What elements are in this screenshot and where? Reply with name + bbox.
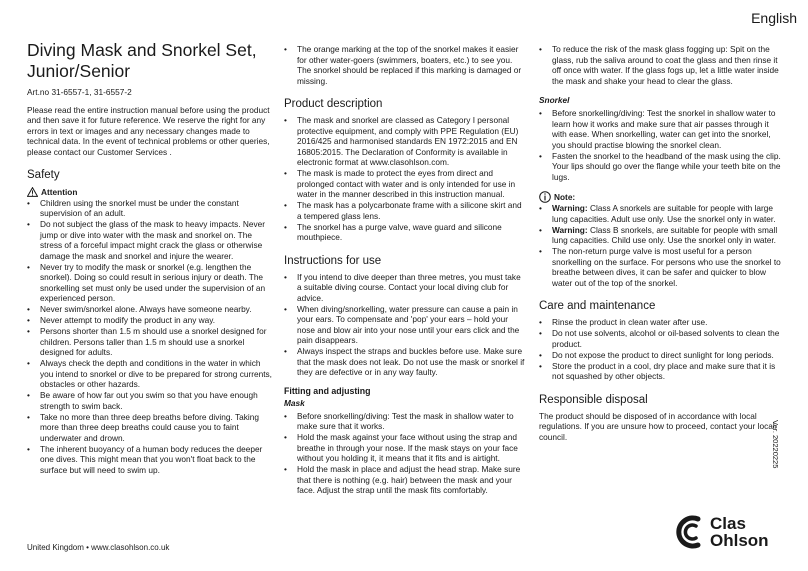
list-item: • Store the product in a cool, dry place and make sure that it is not squashed by other objects. [539, 361, 784, 382]
list-item: • Do not use solvents, alcohol or oil-based solvents to clean the product. [539, 328, 784, 349]
list-item: • Always inspect the straps and buckles before use. Make sure that the mask does not leak. Do not use the mask or snorkel if they are defective or in any way faulty. [284, 346, 527, 378]
care-list [539, 317, 784, 382]
instructions-list [284, 272, 527, 378]
list-item: • The snorkel has a purge valve, wave guard and silicone mouthpiece. [284, 222, 527, 243]
list-item: • The mask has a polycarbonate frame with a silicone skirt and a tempered glass lens. [284, 200, 527, 221]
instructions-heading: Instructions for use [284, 254, 382, 267]
list-item: • If you intend to dive deeper than three metres, you must take a suitable diving course. Contact your local diving club for advice. [284, 272, 527, 304]
safety-list [27, 198, 272, 476]
snorkel-list [539, 108, 784, 182]
list-item: • Fasten the snorkel to the headband of the mask using the clip. Your lips should go over the flange while your teeth bite on the lugs. [539, 151, 784, 183]
clas-ohlson-logo-icon [674, 513, 704, 551]
warning-triangle-icon [27, 187, 38, 197]
list-item: • Be aware of how far out you swim so that you have enough strength to swim back. [27, 390, 272, 411]
column-1 [27, 40, 272, 476]
warning-b-label: Warning: [552, 224, 588, 235]
column-2 [284, 44, 527, 496]
list-item: • Persons shorter than 1.5 m should use a snorkel designed for children. Persons taller than 1.5 m should use a snorkel designed for adults. [27, 326, 272, 358]
list-item: • Hold the mask against your face without using the strap and breathe in through your nose. If the mask stays on your face without you holding it, it means that it fits and is airtight. [284, 432, 527, 464]
mask-list-continued [539, 44, 784, 86]
list-item: • Before snorkelling/diving: Test the mask in shallow water to make sure that it works. [284, 411, 527, 432]
safety-heading: Safety [27, 169, 60, 181]
clas-ohlson-logo [674, 508, 784, 556]
list-item: • Never attempt to modify the product in any way. [27, 315, 272, 326]
list-item: • The mask is made to protect the eyes from direct and prolonged contact with water and is only intended for use in water in the manner described in this instruction manual. [284, 168, 527, 200]
article-number: Art.no 31-6557-1, 31-6557-2 [27, 87, 132, 97]
version-label: Ver. 20220225 [771, 420, 780, 469]
footer-text: United Kingdom • www.clasohlson.co.uk [27, 542, 170, 552]
list-item: • Hold the mask in place and adjust the head strap. Make sure that there is nothing (e.g. hair) between the mask and your face. Adjust the strap until the mask fits comfortably. [284, 464, 527, 496]
note-label: Note: [554, 191, 576, 202]
safety-list-continued [284, 44, 527, 86]
list-item: • The mask and snorkel are classed as Category I personal protective equipment, and comply with PPE Regulation (EU) 2016/425 and harmonised standards EN 1972:2015 and EN 16805:2015. The Declaration of Conformity is available in electronic format at www.clasohlson.com. [284, 115, 527, 168]
document-title [27, 40, 272, 82]
title-line-1: Diving Mask and Snorkel Set, [27, 40, 257, 60]
list-item: • Always check the depth and conditions in the water in which you intend to snorkel or dive to be prepared for strong currents, obstacles or other hazards. [27, 358, 272, 390]
warning-b-text: Class B snorkels, are suitable for people with small lung capacities. Child use only. Use the snorkel only in water. [552, 224, 778, 245]
warning-a-label: Warning: [552, 203, 588, 213]
attention-heading [27, 187, 272, 198]
logo-line-1: Clas [710, 514, 746, 533]
list-item: • The inherent buoyancy of a human body reduces the deeper one dives. This might mean that you won't float back to the surface but will need to swim up. [27, 444, 272, 476]
list-item: • Never swim/snorkel alone. Always have someone nearby. [27, 304, 272, 315]
list-item: • The orange marking at the top of the snorkel makes it easier for other water-goers (swimmers, boaters, etc.) to see you. The snorkel should be replaced if this marking is damaged or missing. [284, 44, 527, 86]
list-item: • Children using the snorkel must be under the constant supervision of an adult. [27, 198, 272, 219]
intro-text: Please read the entire instruction manual before using the product and then save it for future reference. We reserve the right for any errors in text or images and any necessary changes made to technical data. In the event of technical problems or other queries, please contact our Customer Services . [27, 104, 270, 157]
product-description-list [284, 115, 527, 243]
list-item: • The non-return purge valve is most useful for a person snorkelling on the surface. For persons who use the snorkel to breathe between dives, it can be safer and quicker to blow water out of the top of the snorkel. [539, 246, 784, 288]
note-list [539, 203, 784, 288]
warning-a-text: Class A snorkels are suitable for people with large lung capacities. Adult use only. Use the snorkel only in water. [552, 203, 776, 224]
language-label: English [751, 10, 797, 26]
list-item: • Do not subject the glass of the mask to heavy impacts. Never jump or dive into water with the mask and snorkel on. The stress of a forceful impact might crack the glass or otherwise damage the mask and snorkel and injure the wearer. [27, 219, 272, 261]
list-item: • Rinse the product in clean water after use. [539, 317, 784, 328]
mask-subheading: Mask [284, 397, 305, 408]
list-item [539, 203, 784, 224]
fitting-heading: Fitting and adjusting [284, 385, 371, 396]
list-item: • To reduce the risk of the mask glass fogging up: Spit on the glass, rub the saliva around to coat the glass and then rinse it off once with water. If the glass fogs up, let a little water inside the mask and shake your head to clear the glass. [539, 44, 784, 86]
info-icon [539, 191, 551, 203]
logo-line-2: Ohlson [710, 531, 769, 550]
disposal-text: The product should be disposed of in accordance with local regulations. If you are unsure how to proceed, contact your local council. [539, 410, 775, 442]
attention-label: Attention [41, 187, 78, 197]
list-item [539, 225, 784, 246]
mask-list [284, 411, 527, 496]
title-line-2: Junior/Senior [27, 61, 131, 81]
list-item: • When diving/snorkelling, water pressure can cause a pain in your ears. To compensate and 'pop' your ears – hold your nose and blow air into your nose until your ears click and the pain disappears. [284, 304, 527, 346]
column-3 [539, 44, 784, 442]
list-item: • Do not expose the product to direct sunlight for long periods. [539, 350, 784, 361]
list-item: • Take no more than three deep breaths before diving. Taking more than three deep breaths could cause you to faint underwater and drown. [27, 412, 272, 444]
disposal-heading: Responsible disposal [539, 393, 648, 406]
note-heading [539, 191, 784, 203]
list-item: • Never try to modify the mask or snorkel (e.g. lengthen the snorkel). Doing so could result in serious injury or death. The snorkelling set must only be used under the supervision of an experienced person. [27, 262, 272, 304]
care-heading: Care and maintenance [539, 300, 656, 312]
list-item: • Before snorkelling/diving: Test the snorkel in shallow water to learn how it works and make sure that air passes through it with ease. When snorkelling, water can get into the snorkel, you should practise blowing the snorkel clean. [539, 108, 784, 150]
snorkel-subheading: Snorkel [539, 95, 570, 105]
product-description-heading: Product description [284, 98, 383, 110]
logo-wordmark [710, 515, 769, 549]
